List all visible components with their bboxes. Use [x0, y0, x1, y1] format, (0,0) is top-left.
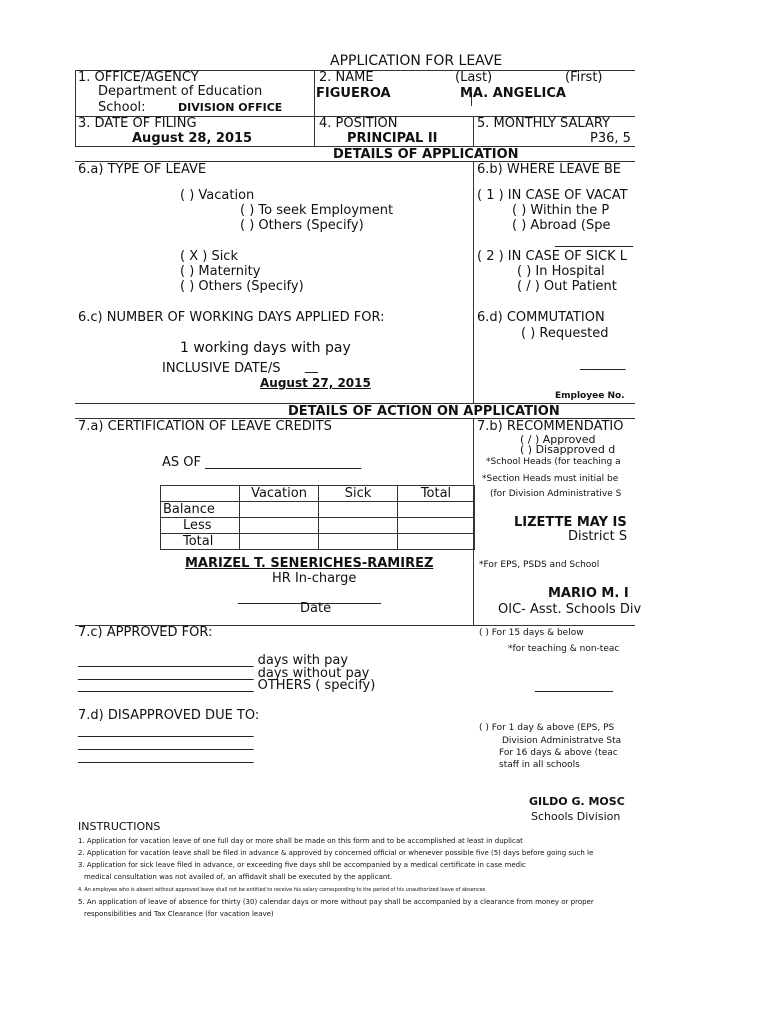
sds-name: GILDO G. MOSC [529, 795, 625, 808]
disapproved-line-2[interactable]: ___________________________ [78, 736, 254, 751]
abroad-option[interactable]: ( ) Abroad (Spe [512, 218, 611, 233]
table-header-cell: Sick [319, 486, 398, 502]
rule-mid [473, 161, 474, 403]
row-label: Balance [161, 502, 240, 518]
action-heading: DETAILS OF ACTION ON APPLICATION [288, 404, 560, 419]
sds-title: Schools Division [531, 810, 621, 823]
disapproved-option[interactable]: ( ) Disapproved d [520, 443, 616, 456]
hr-title: HR In-charge [272, 571, 357, 586]
row-label: Less [161, 518, 240, 534]
table-row [161, 502, 475, 518]
eps-note: *For EPS, PSDS and School [479, 560, 600, 570]
sick-option[interactable]: ( X ) Sick [180, 249, 238, 264]
details-heading: DETAILS OF APPLICATION [333, 147, 519, 162]
position-value[interactable]: PRINCIPAL II [347, 131, 438, 146]
table-row [161, 486, 475, 502]
teaching-note: *for teaching & non-teac [508, 644, 620, 654]
days-without-pay-field[interactable]: ___________________________ days without pay [78, 666, 370, 681]
table-cell[interactable] [398, 518, 475, 534]
employee-no-label: Employee No. [555, 391, 625, 401]
working-days-value[interactable]: 1 working days with pay [180, 340, 351, 356]
inclusive-dates-blank: __ [305, 359, 318, 374]
table-cell[interactable] [240, 518, 319, 534]
disapproved-due-label: 7.d) DISAPPROVED DUE TO: [78, 708, 260, 723]
one-day-option[interactable]: ( ) For 1 day & above (EPS, PS [479, 723, 615, 733]
days-with-pay-field[interactable]: ___________________________ days with pay [78, 653, 349, 668]
salary-label: 5. MONTHLY SALARY [477, 116, 610, 131]
maternity-option[interactable]: ( ) Maternity [180, 264, 261, 279]
seek-employment-option[interactable]: ( ) To seek Employment [240, 203, 394, 218]
agency-value[interactable]: Department of Education [98, 84, 263, 99]
table-row [161, 534, 475, 550]
disapproved-line-3[interactable]: ___________________________ [78, 749, 254, 764]
recommendation-label: 7.b) RECOMMENDATIO [477, 419, 624, 434]
signatory1-name: LIZETTE MAY IS [514, 515, 627, 530]
school-label: School: [98, 100, 146, 115]
commutation-line: _______ [580, 356, 626, 371]
table-header-cell: Vacation [240, 486, 319, 502]
inclusive-dates-value[interactable]: August 27, 2015 [260, 376, 371, 390]
instruction-3b: medical consultation was not availed of, an affidavit shall be executed by the applicant. [84, 873, 393, 881]
case-vacation-label: ( 1 ) IN CASE OF VACAT [477, 188, 628, 203]
school-heads-note: *School Heads (for teaching a [486, 457, 621, 467]
fifteen-days-option[interactable]: ( ) For 15 days & below [479, 628, 584, 638]
type-leave-label: 6.a) TYPE OF LEAVE [78, 162, 207, 177]
table-cell[interactable] [240, 502, 319, 518]
hospital-option[interactable]: ( ) In Hospital [517, 264, 605, 279]
first-name-value[interactable]: MA. ANGELICA [460, 86, 566, 101]
section-heads-note: *Section Heads must initial be [482, 474, 619, 484]
requested-option[interactable]: ( ) Requested [521, 326, 609, 341]
signatory2-name: MARIO M. I [548, 586, 629, 601]
table-cell[interactable] [398, 534, 475, 550]
case-sick-label: ( 2 ) IN CASE OF SICK L [477, 249, 627, 264]
instruction-5b: responsibilities and Tax Clearance (for vacation leave) [84, 910, 274, 918]
instruction-1: 1. Application for vacation leave of one full day or more shall be made on this form and to be accomplished at least in duplicat [78, 837, 523, 845]
school-value[interactable]: DIVISION OFFICE [178, 101, 283, 114]
division-admin-note: (for Division Administrative S [490, 489, 622, 499]
name-label: 2. NAME [319, 70, 374, 85]
table-cell[interactable] [319, 518, 398, 534]
approved-option[interactable]: ( / ) Approved [520, 433, 596, 446]
salary-value[interactable]: P36, 5 [590, 131, 631, 146]
table-header-cell [161, 486, 240, 502]
hr-name: MARIZEL T. SENERICHES-RAMIREZ [185, 556, 434, 571]
rule-col2 [314, 70, 315, 146]
last-label: (Last) [455, 70, 493, 85]
div-admin-staff-note: Division Administratve Sta [502, 736, 622, 746]
outpatient-option[interactable]: ( / ) Out Patient [517, 279, 617, 294]
table-header-cell: Total [398, 486, 475, 502]
rule-left [75, 70, 76, 146]
signatory2-title: OIC- Asst. Schools Div [498, 602, 642, 617]
table-cell[interactable] [319, 534, 398, 550]
approved-for-label: 7.c) APPROVED FOR: [78, 625, 213, 640]
sixteen-days-note: For 16 days & above (teac [499, 748, 618, 758]
cert-leave-label: 7.a) CERTIFICATION OF LEAVE CREDITS [78, 419, 332, 434]
date-filing-label: 3. DATE OF FILING [78, 116, 197, 131]
leave-credits-table [160, 485, 475, 550]
table-row [161, 518, 475, 534]
where-leave-label: 6.b) WHERE LEAVE BE [477, 162, 621, 177]
inclusive-dates-label: INCLUSIVE DATE/S [162, 361, 281, 376]
specify-line[interactable]: ____________ [555, 233, 633, 248]
others-vacation-option[interactable]: ( ) Others (Specify) [240, 218, 364, 233]
all-schools-note: staff in all schools [499, 760, 580, 770]
date-label: Date [300, 601, 332, 616]
position-label: 4. POSITION [319, 116, 398, 131]
working-days-label: 6.c) NUMBER OF WORKING DAYS APPLIED FOR: [78, 310, 385, 325]
instruction-2: 2. Application for vacation leave shall be filed in advance & approved by concerned official or whenever possible five (5) days before going such le [78, 849, 594, 857]
as-of-field[interactable]: AS OF ________________________ [162, 455, 362, 470]
disapproved-line-1[interactable]: ___________________________ [78, 723, 254, 738]
within-option[interactable]: ( ) Within the P [512, 203, 610, 218]
others-specify-field[interactable]: ___________________________ OTHERS ( specify) [78, 678, 376, 693]
instruction-5: 5. An application of leave of absence for thirty (30) calendar days or more without pay shall be accompanied by a clearance from money or proper [78, 898, 594, 906]
others-option[interactable]: ( ) Others (Specify) [180, 279, 304, 294]
first-label: (First) [565, 70, 603, 85]
date-line[interactable]: ______________________ [238, 590, 381, 605]
table-cell[interactable] [319, 502, 398, 518]
form-title: APPLICATION FOR LEAVE [330, 53, 503, 69]
instruction-4: 4. An employee who is absent without approved leave shall not be entitled to receive his salary corresponding to the period of his unauthorized leave of absences [78, 887, 486, 893]
vacation-option[interactable]: ( ) Vacation [180, 188, 255, 203]
table-cell[interactable] [240, 534, 319, 550]
signatory1-title: District S [568, 529, 628, 544]
office-label: 1. OFFICE/AGENCY [78, 70, 199, 85]
row-label: Total [161, 534, 240, 550]
last-name-value[interactable]: FIGUEROA [316, 86, 391, 101]
commutation-label: 6.d) COMMUTATION [477, 310, 605, 325]
table-cell[interactable] [398, 502, 475, 518]
date-filing-value[interactable]: August 28, 2015 [132, 131, 253, 146]
instructions-heading: INSTRUCTIONS [78, 820, 161, 833]
instruction-3: 3. Application for sick leave filed in advance, or exceeding five days shll be accompanied by a medical certificate in case medic [78, 861, 526, 869]
signature-line: ____________ [535, 678, 613, 693]
rule-col3 [473, 116, 474, 146]
